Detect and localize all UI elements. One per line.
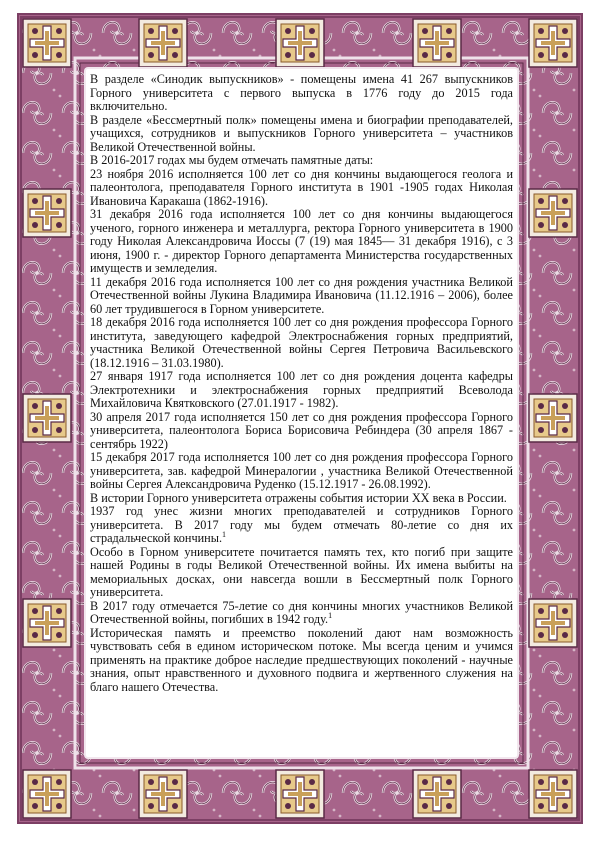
- paragraph: [90, 600, 513, 627]
- paragraph: В разделе «Синодик выпускников» - помещены имена 41 267 выпускников Горного университета с первого выпуска в 1776 году до 2015 года включительно.: [90, 72, 513, 113]
- paragraph: Историческая память и преемство поколений дают нам возможность чувствовать себя в едином историческом потоке. Мы всегда ценим и учимся применять на практике доброе наследие предшествующих поколений - научные знания, опыт нравственного и духовного подвига и жертвенного служения на благо нашего Отечества.: [90, 625, 513, 694]
- paragraph: В 2016-2017 годах мы будем отмечать памятные даты:: [90, 153, 374, 167]
- paragraph: 27 января 1917 года исполняется 100 лет со дня рождения доцента кафедры Электротехники и электроснабжения горных предприятий Всеволода Михайловича Квятковского (27.01.1917 - 1982).: [90, 369, 513, 410]
- ornamental-page-frame: [17, 13, 583, 824]
- paragraph: В разделе «Бессмертный полк» помещены имена и биографии преподавателей, учащихся, сотрудников и выпускников Горного университета – участников Великой Отечественной войны.: [90, 112, 513, 154]
- paragraph: 11 декабря 2016 года исполняется 100 лет со дня рождения участника Великой Отечественной войны Лукина Владимира Ивановича (11.12.1916 – 2006), более 60 лет трудившегося в Горном университете.: [90, 274, 513, 316]
- paragraph: [90, 505, 513, 546]
- paragraph: В истории Горного университета отражены события истории XX века в России.: [90, 490, 507, 505]
- paragraph-text: В 2017 году отмечается 75-летие со дня кончины многих участников Великой Отечественной войны, погибших в 1942 году.: [90, 598, 513, 626]
- paragraph: 30 апреля 2017 года исполняется 150 лет со дня рождения профессора Горного университета, палеонтолога Бориса Борисовича Ребиндера (30 апреля 1867 - сентябрь 1922): [90, 409, 513, 451]
- text-panel: [86, 69, 517, 757]
- paragraph: Особо в Горном университете почитается память тех, кто погиб при защите нашей Родины в годы Великой Отечественной войны. Их имена выбиты на мемориальных досках, они навсегда вошли в Бессмертный полк Горного университета.: [90, 544, 513, 599]
- paragraph: 15 декабря 2017 года исполняется 100 лет со дня рождения профессора Горного университета, зав. кафедрой Минералогии , участника Великой Отечественной войны Сергея Александровича Руденко (15.12.1917 - 26.08.1992).: [90, 450, 513, 491]
- paragraph: 18 декабря 2016 года исполняется 100 лет со дня рождения профессора Горного института, заведующего кафедрой Электроснабжения горных предприятий, участника Великой Отечественной войны Сергея Петровича Васильевского (18.12.1916 – 31.03.1980).: [90, 315, 513, 370]
- document-body: [90, 73, 513, 694]
- paragraph: 23 ноября 2016 исполняется 100 лет со дня кончины выдающегося геолога и палеонтолога, преподавателя Горного института в 1901 -1905 годах Николая Ивановича Каракаша (1862-1916).: [90, 166, 513, 208]
- footnote-mark: 1: [222, 529, 227, 539]
- paragraph: 31 декабря 2016 года исполняется 100 лет со дня кончины выдающегося ученого, горного инженера и металлурга, ректора Горного университета в 1900 году Николая Александровича Иоссы (7 (19) мая 1845— 31 декабря 1916), с 3 июня, 1900 г. - директор Горного департамента Министерства государственных имуществ и земледелия.: [90, 207, 513, 275]
- paragraph-text: 1937 год унес жизни многих преподавателей и сотрудников Горного университета. В 2017 году мы будем отмечать 80-летие со дня их страдальческой кончины.: [90, 504, 513, 545]
- footnote-mark: 1: [328, 610, 333, 620]
